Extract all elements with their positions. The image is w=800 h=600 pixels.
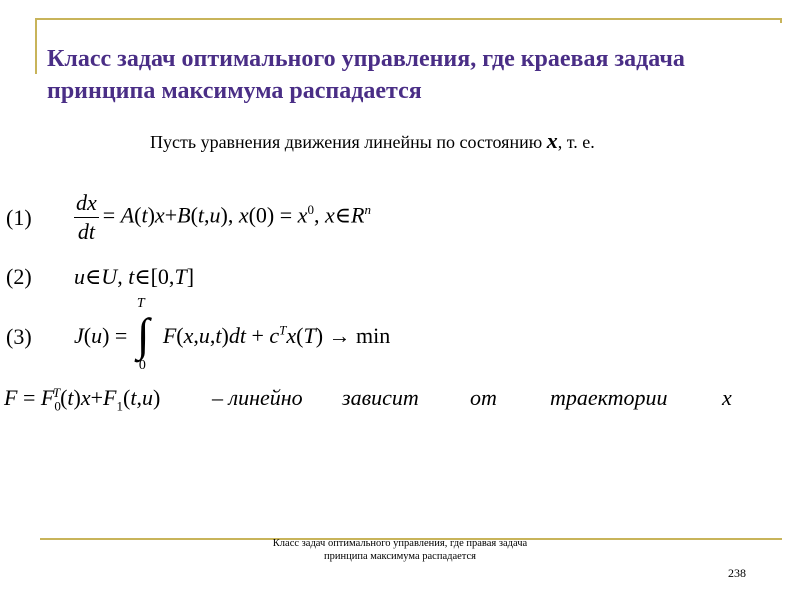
decorative-top-line-end [780, 18, 782, 23]
decorative-top-line [35, 18, 781, 20]
intro-tail: , т. е. [557, 132, 595, 152]
linearity-formula: $F = F_0^T(t)x+F_1(t,u)$ [4, 385, 161, 414]
slide-title: Класс задач оптимального управления, где краевая задача принципа максимума распадается [47, 46, 685, 104]
linearity-word-depends: зависит [342, 385, 419, 410]
linearity-word-linearly: – линейно [212, 385, 303, 410]
equation-1-label: (1) [6, 205, 32, 230]
linearity-word-x: x [722, 385, 732, 410]
linearity-word-on: от [470, 385, 497, 410]
equation-3: J(u) = T ∫ 0 $F(x,u,t)dt + c^Tx(T) \to \min$ [74, 296, 391, 373]
intro-sentence [150, 128, 595, 154]
equation-1: $\frac{dx}{dt}$ = A(t)x+B(t,u), $x(0) = x^0$, $x\in R^n$ [76, 190, 371, 244]
footer-text: Класс задач оптимального управления, где правая задача принципа максимума распадается [272, 538, 528, 562]
linearity-statement [4, 385, 744, 415]
decorative-vertical-line [35, 18, 37, 74]
equation-2-label: (2) [6, 264, 32, 289]
integral-sign: T ∫ 0 [136, 296, 150, 373]
intro-variable: x [546, 128, 558, 153]
intro-text: Пусть уравнения движения линейны по состоянию [150, 132, 543, 152]
linearity-word-trajectory: траектории [550, 385, 668, 410]
derivative-fraction: $\frac{dx}{dt}$ [76, 190, 97, 244]
page-number: 238 [728, 566, 746, 580]
equation-3-label: (3) [6, 324, 32, 349]
equation-2: u∈U, t∈[0,T] [74, 264, 195, 289]
